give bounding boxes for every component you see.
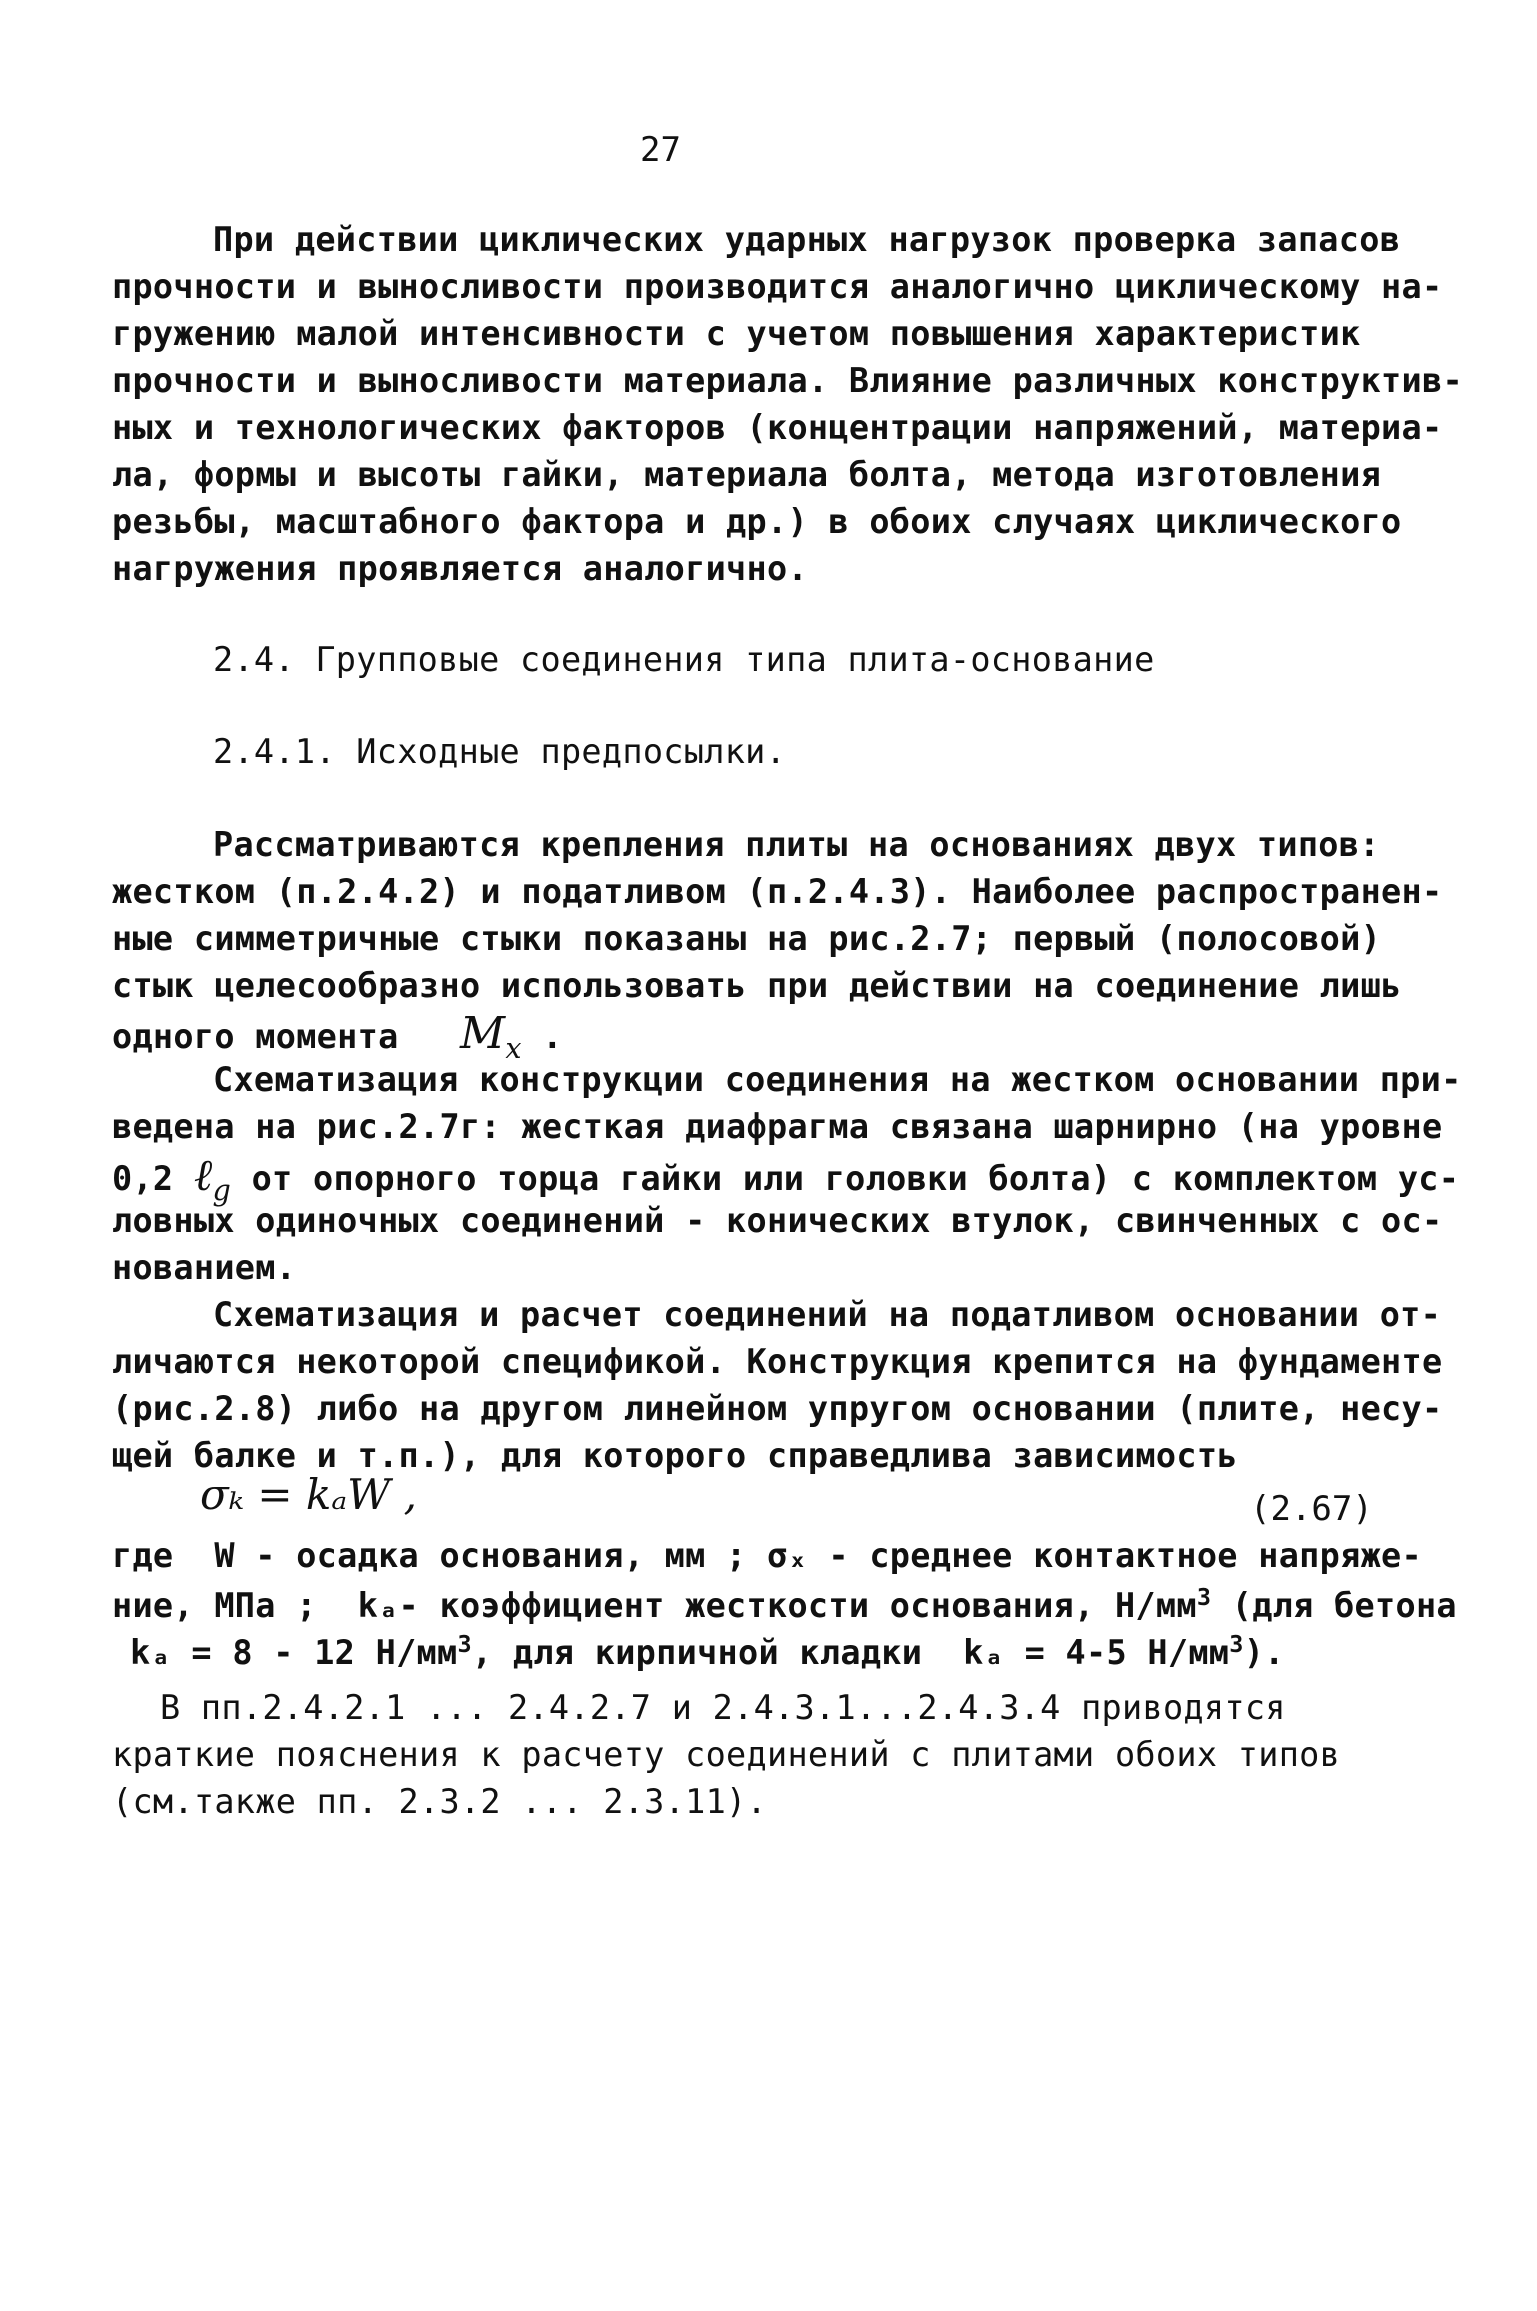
text-line: нагружения проявляется аналогично.: [112, 549, 808, 588]
text-span: ).: [1243, 1633, 1285, 1673]
text-line: ведена на рис.2.7г: жесткая диафрагма связана шарнирно (на уровне: [112, 1107, 1443, 1146]
text-line: [112, 1583, 1457, 1625]
text-line: При действии циклических ударных нагрузок проверка запасов: [213, 220, 1401, 259]
moment-letter: M: [459, 1008, 506, 1059]
text-line: щей балке и т.п.), для которого справедлива зависимость: [112, 1436, 1238, 1475]
text-line: ные симметричные стыки показаны на рис.2.7; первый (полосовой): [112, 919, 1382, 958]
text-span: ние, МПа ; kₐ- коэффициент жесткости основания, Н/мм: [112, 1586, 1197, 1626]
text-span: kₐ = 8 - 12 Н/мм: [130, 1633, 458, 1673]
text-line: где W - осадка основания, мм ; σₓ - среднее контактное напряже-: [112, 1536, 1422, 1575]
equation: σₖ = kₐW ,: [200, 1470, 417, 1519]
text-line: краткие пояснения к расчету соединений с плитами обоих типов: [112, 1735, 1341, 1774]
text-line: (см.также пп. 2.3.2 ... 2.3.11).: [112, 1782, 767, 1821]
text-line: стык целесообразно использовать при действии на соединение лишь: [112, 966, 1402, 1005]
text-line: прочности и выносливости материала. Влияние различных конструктив-: [112, 361, 1463, 400]
length-subscript: g: [212, 1172, 232, 1207]
superscript: 3: [1196, 1583, 1212, 1611]
text-span: , для кирпичной кладки kₐ = 4-5 Н/мм: [471, 1633, 1230, 1673]
text-line: [130, 1630, 1285, 1672]
text-line: В пп.2.4.2.1 ... 2.4.2.7 и 2.4.3.1...2.4.3.4 приводятся: [160, 1688, 1286, 1727]
text-line: Схематизация и расчет соединений на податливом основании от-: [213, 1295, 1442, 1334]
text-span: 0,2: [112, 1159, 174, 1198]
text-line: прочности и выносливости производится аналогично циклическому на-: [112, 267, 1443, 306]
section-heading: 2.4. Групповые соединения типа плита-основание: [213, 640, 1155, 679]
text-line: Схематизация конструкции соединения на жестком основании при-: [213, 1060, 1462, 1099]
length-symbol: [193, 1150, 232, 1207]
text-line: резьбы, масштабного фактора и др.) в обоих случаях циклического: [112, 502, 1402, 541]
superscript: 3: [1229, 1630, 1244, 1658]
moment-subscript: x: [505, 1030, 522, 1065]
text-line: Рассматриваются крепления плиты на основаниях двух типов:: [213, 825, 1380, 864]
text-line: ла, формы и высоты гайки, материала болта, метода изготовления: [112, 455, 1382, 494]
text-line: одного момента $M_x$ .: [112, 1008, 563, 1065]
text-span: одного момента: [112, 1017, 399, 1056]
text-line: (рис.2.8) либо на другом линейном упругом основании (плите, несу-: [112, 1389, 1443, 1428]
text-line: ных и технологических факторов (концентрации напряжений, материа-: [112, 408, 1443, 447]
text-line: ловных одиночных соединений - конических втулок, свинченных с ос-: [112, 1201, 1443, 1240]
superscript: 3: [457, 1630, 472, 1658]
subsection-heading: 2.4.1. Исходные предпосылки.: [213, 732, 787, 771]
equation-number: (2.67): [1250, 1489, 1373, 1529]
text-line: личаются некоторой спецификой. Конструкция крепится на фундаменте: [112, 1342, 1443, 1381]
text-span: (для бетона: [1211, 1586, 1457, 1626]
text-line: жестком (п.2.4.2) и податливом (п.2.4.3). Наиболее распространен-: [112, 872, 1443, 911]
text-line: гружению малой интенсивности с учетом повышения характеристик: [112, 314, 1361, 353]
text-line: нованием.: [112, 1248, 297, 1287]
text-span: от опорного торца гайки или головки болта) с комплектом ус-: [251, 1159, 1460, 1198]
length-letter: ℓ: [193, 1150, 213, 1201]
moment-symbol: [459, 1008, 522, 1065]
page-number: 27: [640, 130, 681, 170]
text-line: [112, 1150, 1459, 1207]
